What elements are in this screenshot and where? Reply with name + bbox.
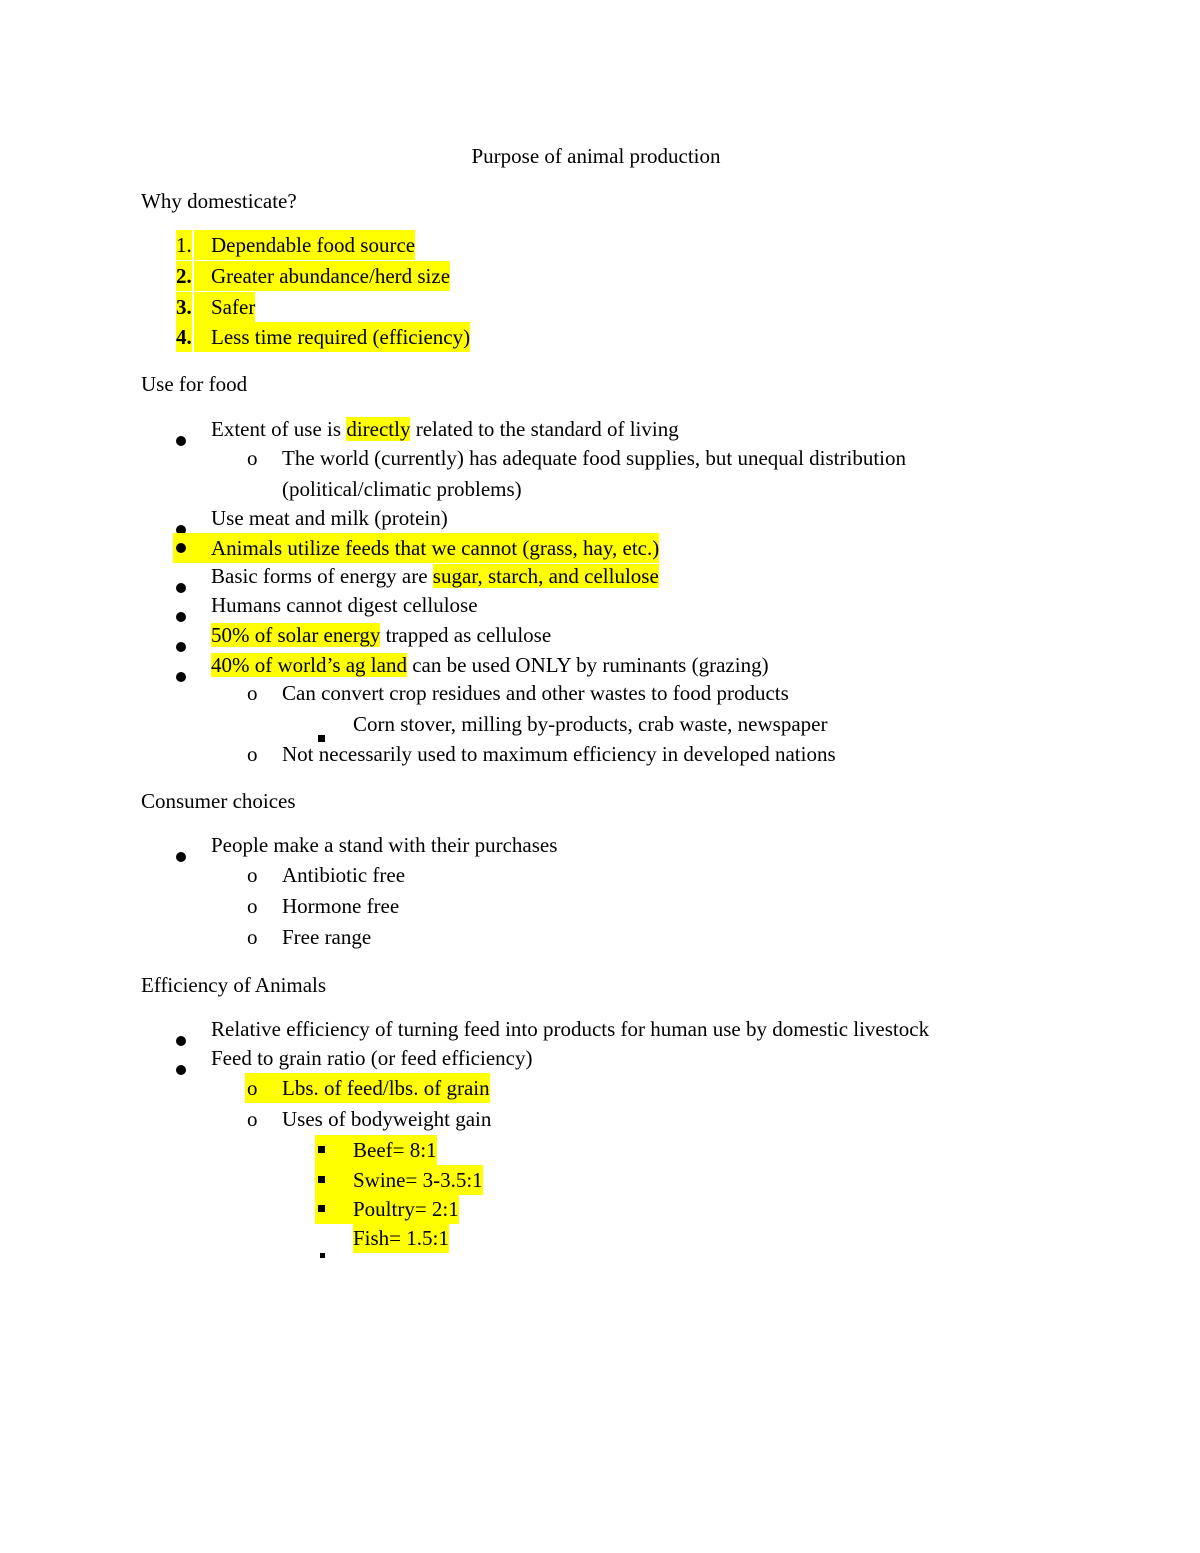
sub-bullet-text: The world (currently) has adequate food supplies, but unequal distribution	[282, 446, 907, 470]
square-bullet-icon	[315, 1135, 353, 1165]
bullet-text: Animals utilize feeds that we cannot (grass, hay, etc.)	[211, 533, 659, 563]
sub-sub-bullet-text: Corn stover, milling by-products, crab waste, newspaper	[353, 712, 828, 736]
list-item-text: Greater abundance/herd size	[211, 261, 450, 291]
square-bullet-icon	[315, 1165, 353, 1195]
bullet-icon	[176, 600, 186, 630]
ratio-text: Fish= 1.5:1	[353, 1223, 449, 1253]
sub-bullet-marker: o	[245, 1073, 284, 1103]
highlighted-text: sugar, starch, and cellulose	[432, 564, 659, 588]
bullet-text: People make a stand with their purchases	[211, 833, 558, 857]
sub-bullet-text: Hormone free	[282, 894, 400, 918]
square-bullet-icon	[315, 1194, 353, 1224]
bullet-icon	[176, 424, 186, 454]
sub-bullet-text: Antibiotic free	[282, 863, 406, 887]
bullet-text: trapped as cellulose	[380, 623, 552, 647]
page-title: Purpose of animal production	[471, 144, 721, 168]
sub-bullet-marker: o	[247, 681, 258, 705]
sub-bullet-marker: o	[247, 742, 258, 766]
list-number: 2.	[176, 261, 192, 291]
list-number: 3.	[176, 292, 192, 322]
bullet-text: Relative efficiency of turning feed into products for human use by domestic livestock	[211, 1017, 930, 1041]
highlighted-text: 50% of solar energy	[211, 623, 381, 647]
bullet-text: Basic forms of energy are	[211, 564, 433, 588]
bullet-icon	[173, 533, 211, 563]
sub-bullet-text: Free range	[282, 925, 372, 949]
section-heading-efficiency-of-animals: Efficiency of Animals	[141, 973, 327, 997]
list-item-text: Safer	[211, 292, 255, 322]
highlighted-text: 40% of world’s ag land	[211, 653, 407, 677]
section-heading-why-domesticate: Why domesticate?	[141, 189, 297, 213]
bullet-text: Extent of use is	[211, 417, 347, 441]
sub-bullet-marker: o	[247, 446, 258, 470]
list-number: 4.	[176, 322, 192, 352]
bullet-icon	[176, 840, 186, 870]
square-bullet-icon	[320, 1236, 325, 1266]
list-number: 1.	[176, 230, 192, 260]
bullet-text: related to the standard of living	[410, 417, 679, 441]
bullet-text: Humans cannot digest cellulose	[211, 593, 478, 617]
sub-bullet-text: Lbs. of feed/lbs. of grain	[282, 1073, 490, 1103]
section-heading-consumer-choices: Consumer choices	[141, 789, 296, 813]
sub-bullet-marker: o	[247, 863, 258, 887]
sub-bullet-marker: o	[247, 1107, 258, 1131]
bullet-text: can be used ONLY by ruminants (grazing)	[406, 653, 769, 677]
ratio-text: Beef= 8:1	[353, 1135, 437, 1165]
bullet-icon	[176, 1053, 186, 1083]
sub-bullet-text: Uses of bodyweight gain	[282, 1107, 492, 1131]
ratio-text: Poultry= 2:1	[353, 1194, 459, 1224]
bullet-icon	[176, 1024, 186, 1054]
sub-bullet-marker: o	[247, 894, 258, 918]
list-item-text: Dependable food source	[211, 230, 415, 260]
bullet-icon	[176, 571, 186, 601]
bullet-icon	[176, 630, 186, 660]
list-item-text: Less time required (efficiency)	[211, 322, 470, 352]
section-heading-use-for-food: Use for food	[141, 372, 248, 396]
sub-bullet-text-continued: (political/climatic problems)	[282, 477, 522, 501]
bullet-text: Use meat and milk (protein)	[211, 506, 448, 530]
bullet-text: Feed to grain ratio (or feed efficiency)	[211, 1046, 533, 1070]
ratio-text: Swine= 3-3.5:1	[353, 1165, 483, 1195]
sub-bullet-marker: o	[247, 925, 258, 949]
sub-bullet-text: Not necessarily used to maximum efficiency in developed nations	[282, 742, 836, 766]
bullet-icon	[176, 660, 186, 690]
sub-bullet-text: Can convert crop residues and other wastes to food products	[282, 681, 789, 705]
highlighted-text: directly	[346, 417, 411, 441]
